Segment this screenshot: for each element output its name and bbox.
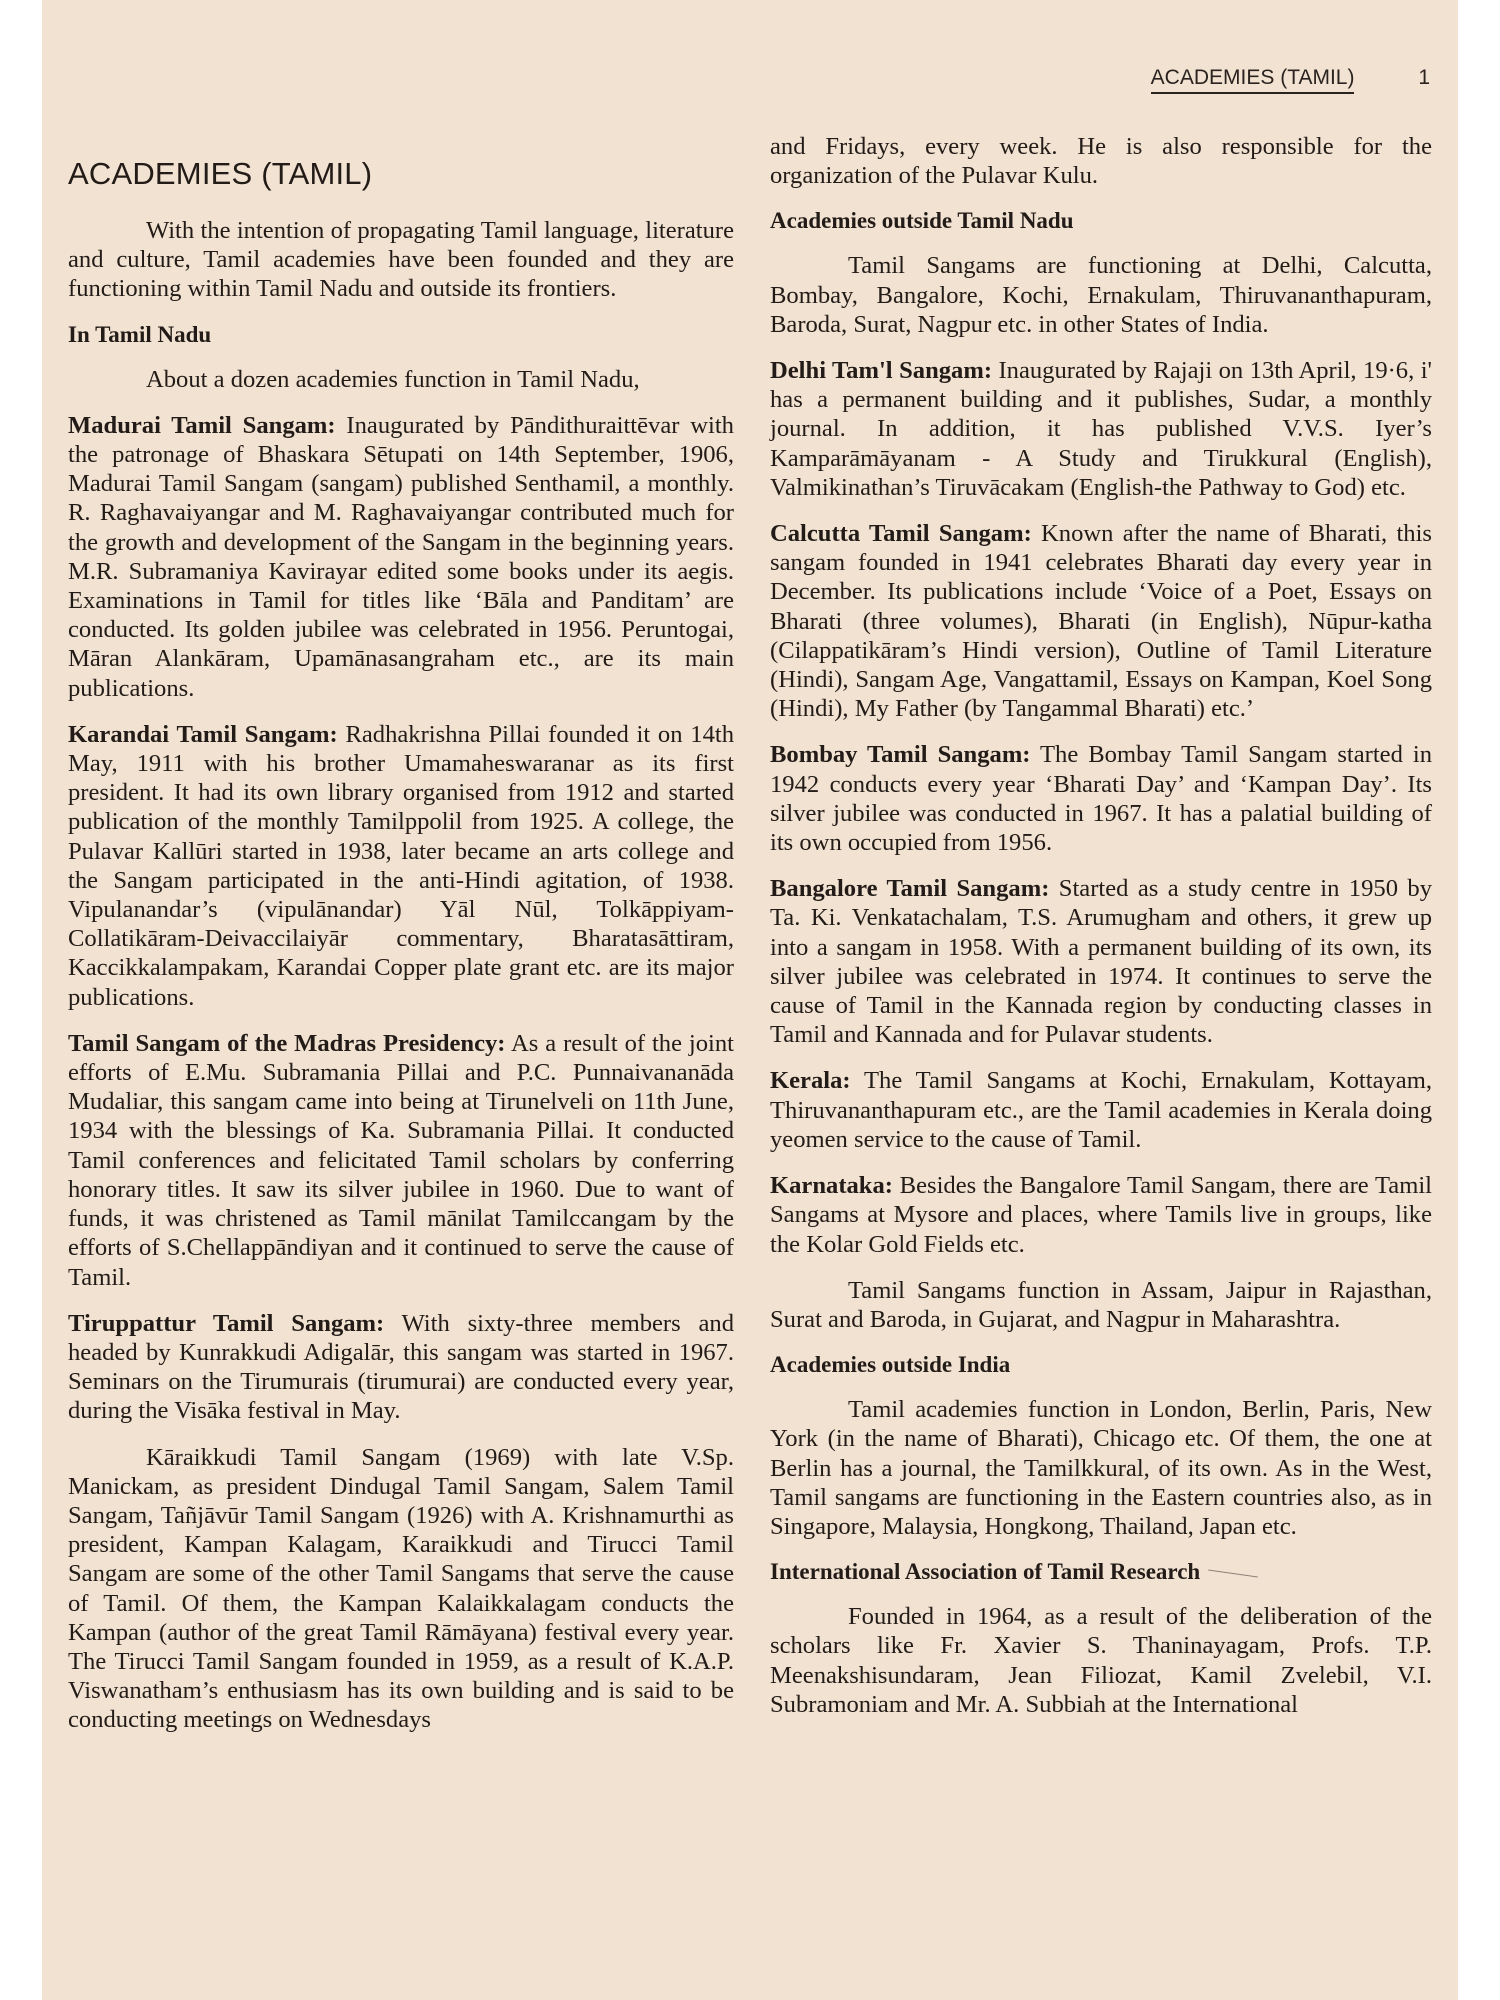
book-page bbox=[42, 0, 1458, 2000]
madurai-text: Inaugurated by Pāndithuraittēvar with the patronage of Bhaskara Sētupati on 14th September, 1906, Madurai Tamil Sangam (sangam) published Senthamil, a monthly. R. Raghavaiyangar and M. Raghavaiyangar contributed much for the growth and development of the Sangam in the beginning years. M.R. Subramaniya Kavirayar edited some books under its aegis. Examinations in Tamil for titles like ‘Bāla and Panditam’ are conducted. Its golden jubilee was celebrated in 1956. Peruntogai, Māran Alankāram, Upamānasangraham etc., are its main publications. bbox=[68, 411, 734, 702]
other-states-paragraph: Tamil Sangams function in Assam, Jaipur in Rajasthan, Surat and Baroda, in Gujarat, and Nagpur in Maharashtra. bbox=[770, 1276, 1432, 1333]
delhi-paragraph bbox=[770, 356, 1432, 502]
bangalore-paragraph bbox=[770, 874, 1432, 1049]
outside-india-paragraph: Tamil academies function in London, Berlin, Paris, New York (in the name of Bharati), Chicago etc. Of them, the one at Berlin has a journal, the Tamilkkural, of its own. As in the West, Tamil sangams are functioning in the Eastern countries also, as in Singapore, Malaysia, Hongkong, Thailand, Japan etc. bbox=[770, 1396, 1432, 1540]
heading-iatr bbox=[770, 1558, 1432, 1586]
karandai-lead: Karandai Tamil Sangam: bbox=[68, 720, 338, 748]
right-column bbox=[770, 133, 1432, 1736]
karaikkudi-paragraph: Kāraikkudi Tamil Sangam (1969) with late V.Sp. Manickam, as president Dindugal Tamil Sangam, Salem Tamil Sangam, Tañjāvūr Tamil Sangam (1926) with A. Krishnamurthi as president, Kampan Kalagam, Karaikkudi and Tirucci Tamil Sangam are some of the other Tamil Sangams that serve the cause of Tamil. Of them, the Kampan Kalaikkalagam conducts the Kampan (author of the great Tamil Rāmāyana) festival every year. The Tirucci Tamil Sangam founded in 1959, as a result of K.A.P. Viswanatham’s enthusiasm has its own building and is said to be conducting meetings on Wednesdays bbox=[68, 1443, 734, 1734]
delhi-text: Inaugurated by Rajaji on 13th April, 19·6, i' has a permanent building and it publishes, Sudar, a monthly journal. In addition, it has published V.V.S. Iyer’s Kamparāmāyanam - A Study and Tirukkural (English), Valmikinathan’s Tiruvācakam (English-the Pathway to God) etc. bbox=[770, 357, 1432, 501]
karandai-paragraph bbox=[68, 720, 734, 1012]
karnataka-lead: Karnataka: bbox=[770, 1172, 893, 1200]
bombay-paragraph bbox=[770, 740, 1432, 857]
karnataka-text: Besides the Bangalore Tamil Sangam, there are Tamil Sangams at Mysore and places, where Tamils live in groups, like the Kolar Gold Fields etc. bbox=[770, 1172, 1432, 1258]
madurai-paragraph bbox=[68, 411, 734, 703]
tiruppattur-lead: Tiruppattur Tamil Sangam: bbox=[68, 1309, 385, 1337]
dozen-academies-paragraph: About a dozen academies function in Tamil Nadu, bbox=[146, 365, 640, 393]
left-column bbox=[68, 138, 734, 1752]
bombay-text: The Bombay Tamil Sangam started in 1942 conducts every year ‘Bharati Day’ and ‘Kampan Day’. Its silver jubilee was conducted in 1967. It has a palatial building of its own occupied from 1956. bbox=[770, 741, 1432, 857]
running-title: ACADEMIES (TAMIL) bbox=[1151, 66, 1355, 94]
karandai-text: Radhakrishna Pillai founded it on 14th May, 1911 with his brother Umamaheswaranar as its first president. It had its own library organised from 1912 and started publication of the monthly Tamilppolil from 1925. A college, the Pulavar Kallūri started in 1938, later became an arts college and the Sangam participated in the anti-Hindi agitation, of 1938. Vipulanandar’s (vipulānandar) Yāl Nūl, Tolkāppiyam-Collatikāram-Deivaccilaiyār commentary, Bharatasāttiram, Kaccikkalampakam, Karandai Copper plate grant etc. are its major publications. bbox=[68, 720, 734, 1011]
calcutta-paragraph bbox=[770, 519, 1432, 723]
madurai-lead: Madurai Tamil Sangam: bbox=[68, 411, 336, 439]
calcutta-text: Known after the name of Bharati, this sangam founded in 1941 celebrates Bharati day every year in December. Its publications include ‘Voice of a Poet, Essays on Bharati (three volumes), Bharati (in English), Nūpur-katha (Cilappatikāram’s Hindi version), Outline of Tamil Literature (Hindi), Sangam Age, Vangattamil, Essays on Kampan, Koel Song (Hindi), My Father (by Tangammal Bharati) etc.’ bbox=[770, 520, 1432, 723]
kerala-paragraph bbox=[770, 1066, 1432, 1154]
iatr-heading-text: International Association of Tamil Research bbox=[770, 1559, 1201, 1585]
karnataka-paragraph bbox=[770, 1171, 1432, 1259]
page-number: 1 bbox=[1418, 66, 1430, 89]
heading-in-tamil-nadu: In Tamil Nadu bbox=[68, 321, 212, 347]
calcutta-lead: Calcutta Tamil Sangam: bbox=[770, 520, 1032, 548]
bangalore-text: Started as a study centre in 1950 by Ta. Ki. Venkatachalam, T.S. Arumugham and others, it grew up into a sangam in 1958. With a permanent building of its own, its silver jubilee was celebrated in 1974. It continues to serve the cause of Tamil in the Kannada region by conducting classes in Tamil and Kannada and for Pulavar students. bbox=[770, 875, 1432, 1049]
madras-paragraph bbox=[68, 1029, 734, 1292]
tiruppattur-text: With sixty-three members and headed by Kunrakkudi Adigalār, this sangam was started in 1967. Seminars on the Tirumurais (tirumurai) are conducted every year, during the Visāka festival in May. bbox=[68, 1309, 734, 1425]
kerala-lead: Kerala: bbox=[770, 1067, 851, 1095]
iatr-paragraph: Founded in 1964, as a result of the deliberation of the scholars like Fr. Xavier S. Thaninayagam, Profs. T.P. Meenakshisundaram, Jean Filiozat, Kamil Zvelebil, V.I. Subramoniam and Mr. A. Subbiah at the International bbox=[770, 1603, 1432, 1718]
outside-tamil-nadu-paragraph: Tamil Sangams are functioning at Delhi, Calcutta, Bombay, Bangalore, Kochi, Ernakulam, Thiruvananthapuram, Baroda, Surat, Nagpur etc. in other States of India. bbox=[770, 252, 1432, 338]
intro-paragraph: With the intention of propagating Tamil language, literature and culture, Tamil academies have been founded and they are functioning within Tamil Nadu and outside its frontiers. bbox=[68, 217, 734, 303]
madras-text: As a result of the joint efforts of E.Mu. Subramania Pillai and P.C. Punnaivananāda Mudaliar, this sangam came into being at Tirunelveli on 11th June, 1934 with the blessings of Ka. Subramania Pillai. It conducted Tamil conferences and felicitated Tamil scholars by conferring honorary titles. It saw its silver jubilee in 1960. Due to want of funds, it was christened as Tamil mānilat Tamilccangam by the efforts of S.Chellappāndiyan and it continued to serve the cause of Tamil. bbox=[68, 1029, 735, 1291]
bombay-lead: Bombay Tamil Sangam: bbox=[770, 741, 1031, 769]
kerala-text: The Tamil Sangams at Kochi, Ernakulam, Kottayam, Thiruvananthapuram etc., are the Tamil academies in Kerala doing yeomen service to the cause of Tamil. bbox=[770, 1067, 1432, 1153]
article-title: ACADEMIES (TAMIL) bbox=[68, 156, 373, 191]
delhi-lead: Delhi Tam'l Sangam: bbox=[770, 357, 993, 385]
tiruppattur-paragraph bbox=[68, 1309, 734, 1426]
running-header bbox=[1151, 66, 1430, 90]
continued-paragraph: and Fridays, every week. He is also responsible for the organization of the Pulavar Kulu. bbox=[770, 133, 1432, 190]
madras-lead: Tamil Sangam of the Madras Presidency: bbox=[68, 1029, 506, 1057]
decorative-stroke bbox=[1208, 1570, 1258, 1578]
heading-outside-tamil-nadu: Academies outside Tamil Nadu bbox=[770, 208, 1074, 234]
heading-outside-india: Academies outside India bbox=[770, 1352, 1011, 1378]
bangalore-lead: Bangalore Tamil Sangam: bbox=[770, 875, 1050, 903]
